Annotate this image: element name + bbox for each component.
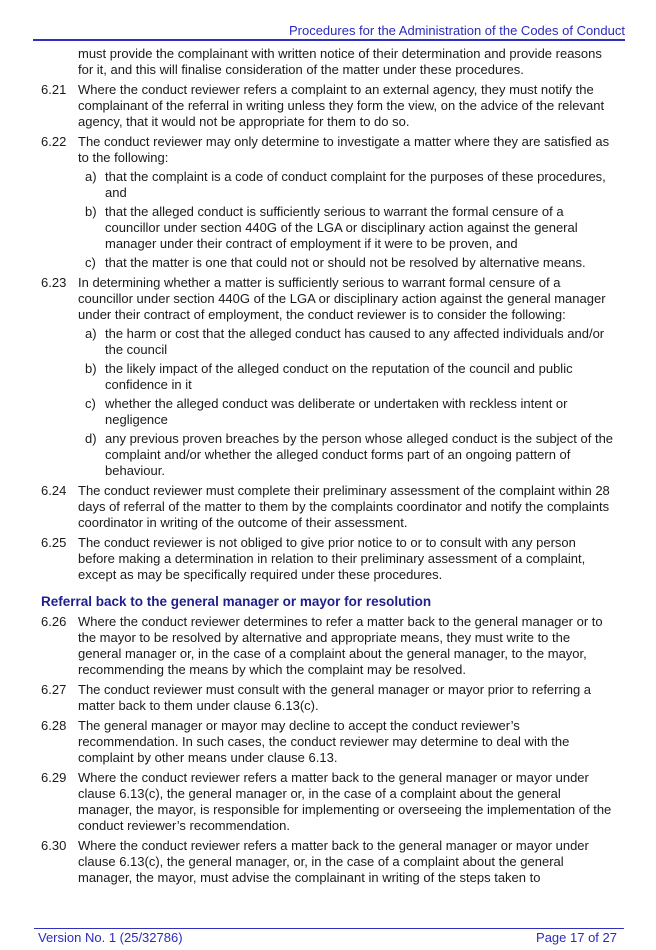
clause-text: The conduct reviewer must consult with the general manager or mayor prior to referring a matter back to them under clause 6.13(c). <box>78 682 592 713</box>
clause-text: Where the conduct reviewer determines to refer a matter back to the general manager or to the mayor to be resolved by alternative and appropriate means, they must write to the general manager or, in the case of a complaint about the general manager, to the mayor, recommending the means by which the complaint may be resolved. <box>78 614 603 677</box>
clause-number: 6.30 <box>41 838 67 853</box>
subclause <box>85 255 616 271</box>
clause-text: The conduct reviewer may only determine to investigate a matter where they are satisfied as to the following: <box>78 134 610 165</box>
footer-version: Version No. 1 (25/32786) <box>38 930 183 945</box>
subclause <box>85 326 616 358</box>
subclause <box>85 361 616 393</box>
clause-text: The general manager or mayor may decline to accept the conduct reviewer’s recommendation. In such cases, the conduct reviewer may determine to deal with the complaint by other means under clause 6.13. <box>78 718 570 765</box>
subclause-letter: d) <box>85 431 97 446</box>
clause-number: 6.26 <box>41 614 67 629</box>
clause <box>41 770 616 834</box>
subclause-letter: a) <box>85 326 97 341</box>
header-title: Procedures for the Administration of the Codes of Conduct <box>288 23 625 38</box>
subclause <box>85 431 616 479</box>
clause-number: 6.27 <box>41 682 67 697</box>
subclause <box>85 204 616 252</box>
subclause-text: whether the alleged conduct was deliberate or undertaken with reckless intent or negligence <box>105 396 568 427</box>
clause <box>41 275 616 479</box>
clause <box>41 838 616 886</box>
clause-number: 6.29 <box>41 770 67 785</box>
clause-number: 6.21 <box>41 82 67 97</box>
page-header <box>0 0 656 41</box>
clause-text: Where the conduct reviewer refers a matter back to the general manager or mayor under clause 6.13(c), the general manager, or, in the case of a complaint about the general manager, the mayor, must advise the complainant in writing of the steps taken to <box>78 838 589 885</box>
clause-text: In determining whether a matter is sufficiently serious to warrant formal censure of a councillor under section 440G of the LGA or disciplinary action against the general manager under their contract of employment, the conduct reviewer is to consider the following: <box>78 275 606 322</box>
clause-number: 6.25 <box>41 535 67 550</box>
clause <box>41 82 616 130</box>
clause-number: 6.23 <box>41 275 67 290</box>
subclause-text: any previous proven breaches by the person whose alleged conduct is the subject of the complaint and/or whether the alleged conduct forms part of an ongoing pattern of behaviour. <box>105 431 614 478</box>
subclause-text: the likely impact of the alleged conduct on the reputation of the council and public confidence in it <box>105 361 573 392</box>
subclause <box>85 169 616 201</box>
subclause-text: that the alleged conduct is sufficiently serious to warrant the formal censure of a councillor under section 440G of the LGA or disciplinary action against the general manager under their contract of employment if it were to be proven, and <box>105 204 578 251</box>
clause-number: 6.22 <box>41 134 67 149</box>
continuation-paragraph: must provide the complainant with written notice of their determination and provide reasons for it, and this will finalise consideration of the matter under these procedures. <box>78 46 602 77</box>
clause-text: Where the conduct reviewer refers a matter back to the general manager or mayor under clause 6.13(c), the general manager or, in the case of a complaint about the general manager, the mayor, is responsible for implementing or overseeing the implementation of the conduct reviewer’s recommendation. <box>78 770 612 833</box>
subclause-letter: a) <box>85 169 97 184</box>
clause-text: The conduct reviewer is not obliged to give prior notice to or to consult with any person before making a determination in relation to their preliminary assessment of a complaint, except as may be specifically required under these procedures. <box>78 535 586 582</box>
clause-text: Where the conduct reviewer refers a complaint to an external agency, they must notify the complainant of the referral in writing unless they form the view, on the advice of the relevant agency, that it would not be appropriate for them to do so. <box>78 82 605 129</box>
clause <box>41 483 616 531</box>
clause <box>41 535 616 583</box>
footer-page-number: Page 17 of 27 <box>536 930 617 945</box>
clause <box>41 614 616 678</box>
clause <box>41 682 616 714</box>
subclause-text: that the matter is one that could not or should not be resolved by alternative means. <box>105 255 586 270</box>
page-footer <box>0 928 656 950</box>
document-body <box>0 41 656 886</box>
clause-text: The conduct reviewer must complete their preliminary assessment of the complaint within 28 days of referral of the matter to them by the complaints coordinator and notify the complaints coordinator in writing of the outcome of their assessment. <box>78 483 610 530</box>
clause <box>41 718 616 766</box>
subclause <box>85 396 616 428</box>
subclause-letter: c) <box>85 255 96 270</box>
clause-number: 6.28 <box>41 718 67 733</box>
subclause-text: the harm or cost that the alleged conduct has caused to any affected individuals and/or the council <box>105 326 605 357</box>
subclause-letter: c) <box>85 396 96 411</box>
subclause-letter: b) <box>85 204 97 219</box>
subclause-text: that the complaint is a code of conduct complaint for the purposes of these procedures, and <box>105 169 606 200</box>
subclause-letter: b) <box>85 361 97 376</box>
clause-number: 6.24 <box>41 483 67 498</box>
section-heading: Referral back to the general manager or mayor for resolution <box>41 594 432 609</box>
clause <box>41 134 616 271</box>
